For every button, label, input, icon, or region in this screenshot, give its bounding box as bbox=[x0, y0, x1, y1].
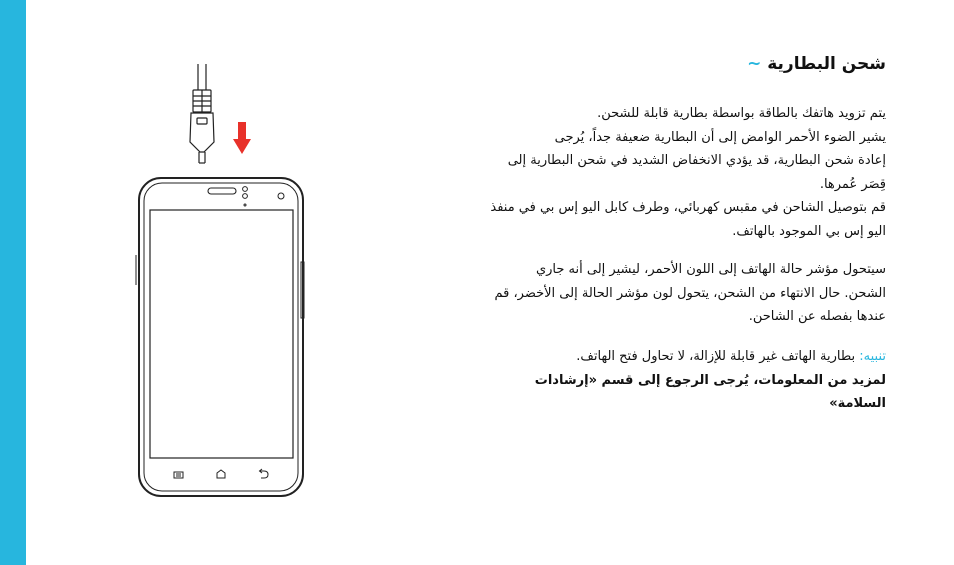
down-arrow-icon bbox=[233, 122, 251, 154]
text-line: إعادة شحن البطارية، قد يؤدي الانخفاض الشديد في شحن البطارية إلى bbox=[507, 153, 886, 168]
page-title-text: شحن البطارية bbox=[767, 54, 886, 74]
home-key-icon bbox=[217, 470, 225, 478]
charging-paragraph bbox=[486, 102, 886, 243]
text-line: سيتحول مؤشر حالة الهاتف إلى اللون الأحمر، ليشير إلى أنه جاري bbox=[535, 262, 886, 277]
side-accent-bar bbox=[0, 0, 26, 565]
usb-cable-icon bbox=[190, 64, 214, 163]
note-text: بطارية الهاتف غير قابلة للإزالة، لا تحاول فتح الهاتف. bbox=[576, 349, 860, 364]
text-line: الشحن. حال الانتهاء من الشحن، يتحول لون مؤشر الحالة إلى الأخضر، قم bbox=[494, 285, 886, 301]
text-line: يتم تزويد هاتفك بالطاقة بواسطة بطارية قابلة للشحن. bbox=[597, 106, 886, 121]
note-label: تنبيه: bbox=[859, 349, 886, 364]
status-indicator-paragraph bbox=[486, 258, 886, 329]
text-line: قم بتوصيل الشاحن في مقبس كهربائي، وطرف كابل اليو إس بي في منفذ bbox=[490, 200, 886, 215]
safety-reference: لمزيد من المعلومات، يُرجى الرجوع إلى قسم «إرشادات السلامة» bbox=[534, 372, 886, 411]
smartphone-icon bbox=[136, 178, 304, 496]
charging-illustration bbox=[130, 55, 315, 505]
text-line: يشير الضوء الأحمر الوامض إلى أن البطارية ضعيفة جداً، يُرجى bbox=[554, 129, 886, 145]
note-line bbox=[486, 345, 886, 369]
text-line: قِصَر عُمرها. bbox=[819, 176, 886, 192]
page-title bbox=[747, 54, 886, 74]
title-tilde: ~ bbox=[747, 54, 762, 74]
text-line: عندها بفصله عن الشاحن. bbox=[748, 309, 886, 324]
back-key-icon bbox=[260, 469, 269, 478]
text-line: اليو إس بي الموجود بالهاتف. bbox=[732, 223, 886, 239]
warning-note bbox=[486, 345, 886, 416]
menu-key-icon bbox=[174, 472, 183, 478]
